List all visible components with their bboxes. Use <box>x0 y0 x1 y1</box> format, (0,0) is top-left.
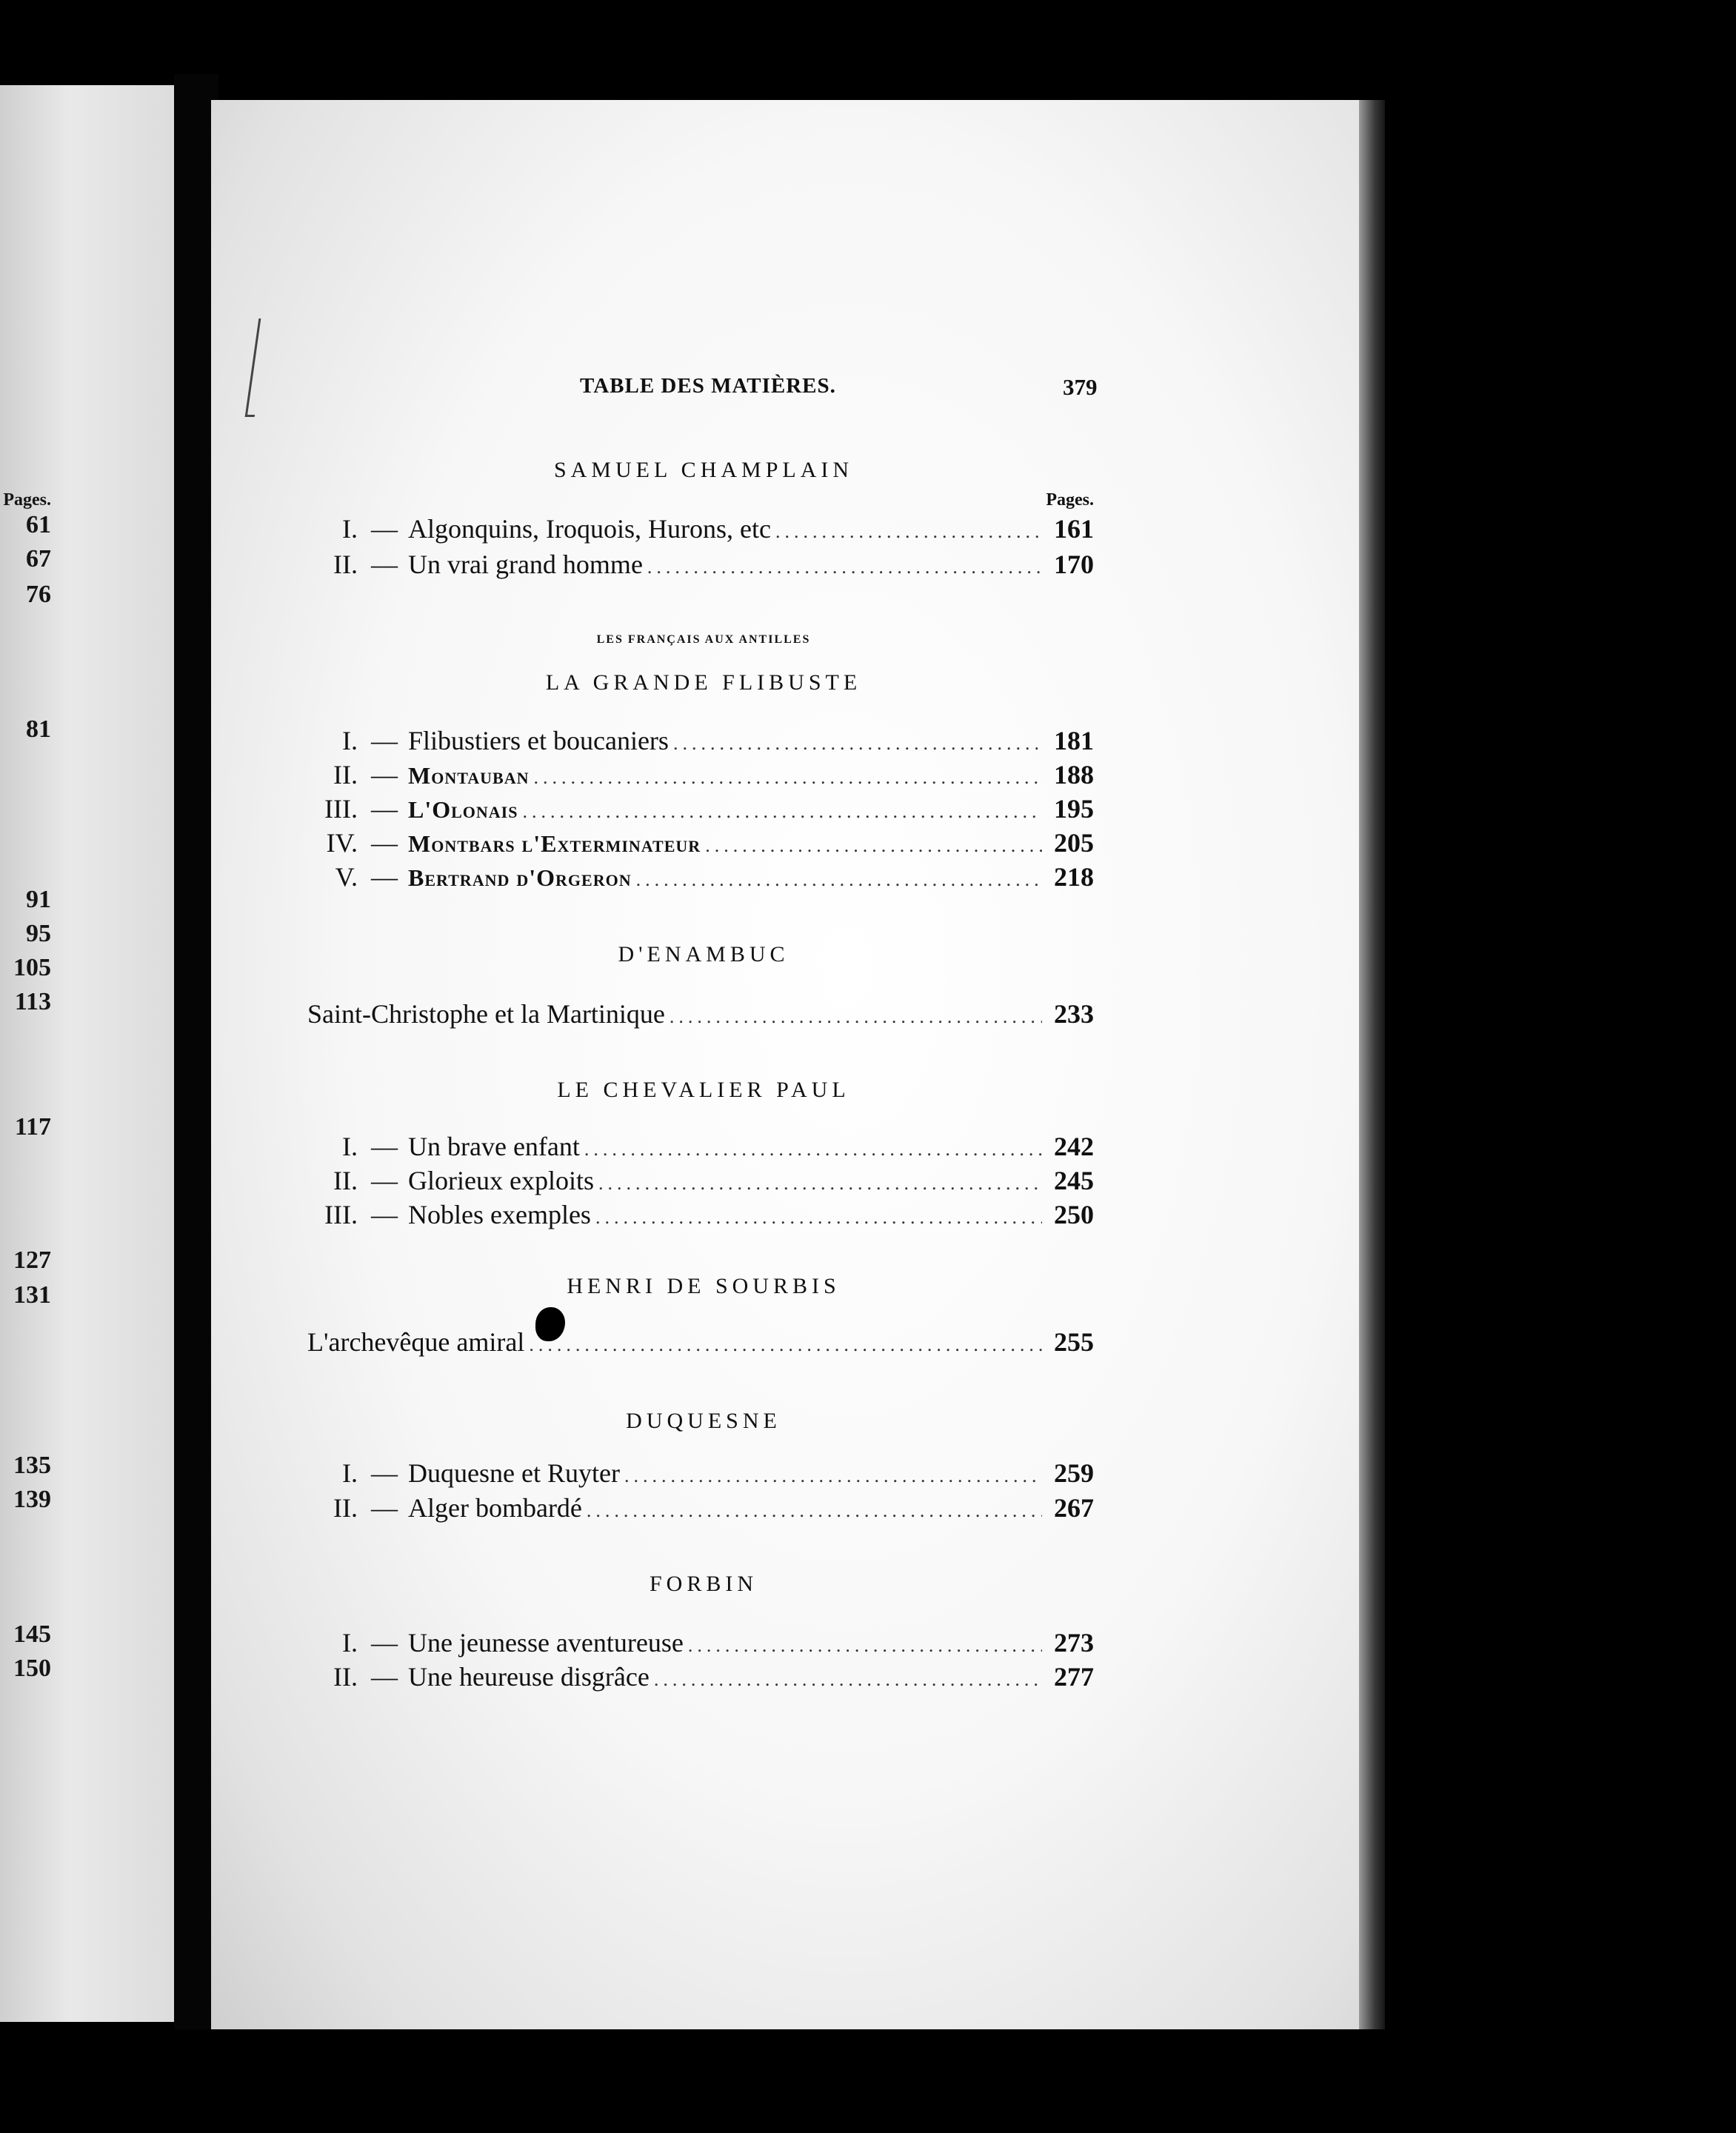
entry-title: Alger bombardé <box>408 1493 582 1523</box>
entry-number: III. <box>324 1200 358 1229</box>
toc-entry <box>307 548 1094 581</box>
entry-title: Une jeunesse aventureuse <box>408 1628 684 1658</box>
entry-dash: — <box>371 514 398 544</box>
entry-number: II. <box>333 550 358 579</box>
entry-page: 273 <box>1054 1628 1094 1658</box>
entry-page: 255 <box>1054 1327 1094 1357</box>
entry-title: Bertrand d'Orgeron <box>408 864 632 891</box>
entry-number: I. <box>342 1132 358 1161</box>
entry-dash: — <box>371 1458 398 1488</box>
entry-title: Duquesne et Ruyter <box>408 1458 620 1488</box>
dot-leader <box>533 761 1042 794</box>
dot-leader <box>624 1460 1042 1492</box>
dot-leader <box>598 1167 1042 1200</box>
entry-number: II. <box>333 1493 358 1523</box>
left-page-number: 91 <box>26 886 51 913</box>
entry-page: 250 <box>1054 1200 1094 1229</box>
entry-page: 242 <box>1054 1132 1094 1161</box>
left-page-number: 113 <box>14 988 51 1015</box>
dot-leader <box>529 1329 1042 1361</box>
entry-title: Flibustiers et boucaniers <box>408 726 669 755</box>
entry-number: I. <box>342 726 358 755</box>
entry-dash: — <box>371 550 398 579</box>
toc-entry <box>307 998 1094 1030</box>
entry-dash: — <box>371 1200 398 1229</box>
entry-title: Montbars l'Exterminateur <box>408 830 701 857</box>
left-page-number: 67 <box>26 545 51 573</box>
entry-title: Un vrai grand homme <box>408 550 643 579</box>
entry-page: 181 <box>1054 726 1094 755</box>
left-page-number: 145 <box>13 1620 51 1648</box>
entry-page: 161 <box>1054 514 1094 544</box>
section-title: FORBIN <box>649 1572 758 1596</box>
toc-entry <box>307 1626 1094 1659</box>
entry-dash: — <box>371 1493 398 1523</box>
entry-dash: — <box>371 1662 398 1692</box>
toc-entry <box>307 1326 1094 1358</box>
dot-leader <box>705 830 1042 862</box>
entry-title: Une heureuse disgrâce <box>408 1662 650 1692</box>
dot-leader <box>670 1001 1042 1033</box>
dot-leader <box>595 1201 1042 1234</box>
entry-title: Algonquins, Iroquois, Hurons, etc <box>408 514 771 544</box>
toc-entry <box>307 1660 1094 1693</box>
entry-title: Nobles exemples <box>408 1200 591 1229</box>
left-page-number: 139 <box>13 1486 51 1513</box>
entry-title: L'Olonais <box>408 796 518 823</box>
toc-entry <box>307 1198 1094 1231</box>
left-page-number: 61 <box>26 511 51 538</box>
page-edge <box>1359 100 1385 2029</box>
entry-number: I. <box>342 1628 358 1658</box>
entry-dash: — <box>371 1628 398 1658</box>
entry-number: I. <box>342 514 358 544</box>
entry-dash: — <box>371 1166 398 1195</box>
entry-title: Saint-Christophe et la Martinique <box>307 999 665 1029</box>
entry-number: IV. <box>326 828 358 858</box>
left-page-number: 127 <box>13 1246 51 1274</box>
entry-title: L'archevêque amiral <box>307 1327 525 1357</box>
left-page <box>0 85 174 2022</box>
toc-entry <box>307 827 1094 859</box>
section-title: SAMUEL CHAMPLAIN <box>553 458 854 482</box>
entry-dash: — <box>371 828 398 858</box>
dot-leader <box>775 515 1042 548</box>
left-page-number: 105 <box>13 954 51 981</box>
entry-dash: — <box>371 862 398 892</box>
left-page-number: 117 <box>14 1113 51 1141</box>
toc-entry <box>307 758 1094 791</box>
dot-leader <box>522 795 1042 828</box>
section-title: HENRI DE SOURBIS <box>567 1274 841 1298</box>
entry-page: 170 <box>1054 550 1094 579</box>
entry-title: Glorieux exploits <box>408 1166 594 1195</box>
entry-page: 205 <box>1054 828 1094 858</box>
section-title: DUQUESNE <box>626 1409 781 1433</box>
entry-dash: — <box>371 794 398 824</box>
running-header: TABLE DES MATIÈRES. <box>580 374 836 398</box>
entry-number: I. <box>342 1458 358 1488</box>
left-pages-label: Pages. <box>3 490 51 510</box>
section-title: LA GRANDE FLIBUSTE <box>545 670 862 695</box>
entry-number: II. <box>333 1166 358 1195</box>
toc-entry <box>307 861 1094 893</box>
entry-dash: — <box>371 726 398 755</box>
entry-title: Un brave enfant <box>408 1132 580 1161</box>
toc-entry <box>307 1457 1094 1489</box>
entry-number: II. <box>333 1662 358 1692</box>
entry-dash: — <box>371 760 398 790</box>
dot-leader <box>584 1133 1042 1166</box>
toc-entry <box>307 513 1094 545</box>
section-title: D'ENAMBUC <box>618 942 789 967</box>
section-supertitle: LES FRANÇAIS AUX ANTILLES <box>596 633 811 646</box>
toc-entry <box>307 1164 1094 1197</box>
entry-page: 218 <box>1054 862 1094 892</box>
left-page-number: 81 <box>26 715 51 743</box>
dot-leader <box>636 864 1042 896</box>
entry-number: V. <box>335 862 358 892</box>
entry-page: 245 <box>1054 1166 1094 1195</box>
entry-page: 195 <box>1054 794 1094 824</box>
left-page-number: 135 <box>13 1452 51 1479</box>
page-number: 379 <box>1063 374 1098 400</box>
entry-page: 277 <box>1054 1662 1094 1692</box>
entry-page: 267 <box>1054 1493 1094 1523</box>
toc-entry <box>307 1130 1094 1163</box>
left-page-number: 150 <box>13 1655 51 1682</box>
entry-page: 233 <box>1054 999 1094 1029</box>
entry-page: 188 <box>1054 760 1094 790</box>
pages-column-label: Pages. <box>1046 490 1094 510</box>
dot-leader <box>688 1629 1042 1662</box>
left-page-number: 95 <box>26 920 51 947</box>
entry-number: II. <box>333 760 358 790</box>
left-page-number: 76 <box>26 581 51 608</box>
dot-leader <box>587 1495 1042 1527</box>
dot-leader <box>647 551 1042 584</box>
toc-entry <box>307 1492 1094 1524</box>
left-page-number: 131 <box>13 1281 51 1309</box>
entry-dash: — <box>371 1132 398 1161</box>
dot-leader <box>654 1663 1042 1696</box>
dot-leader <box>673 727 1042 760</box>
toc-entry <box>307 792 1094 825</box>
entry-page: 259 <box>1054 1458 1094 1488</box>
entry-title: Montauban <box>408 762 530 789</box>
toc-entry <box>307 724 1094 757</box>
section-title: LE CHEVALIER PAUL <box>557 1078 850 1102</box>
entry-number: III. <box>324 794 358 824</box>
